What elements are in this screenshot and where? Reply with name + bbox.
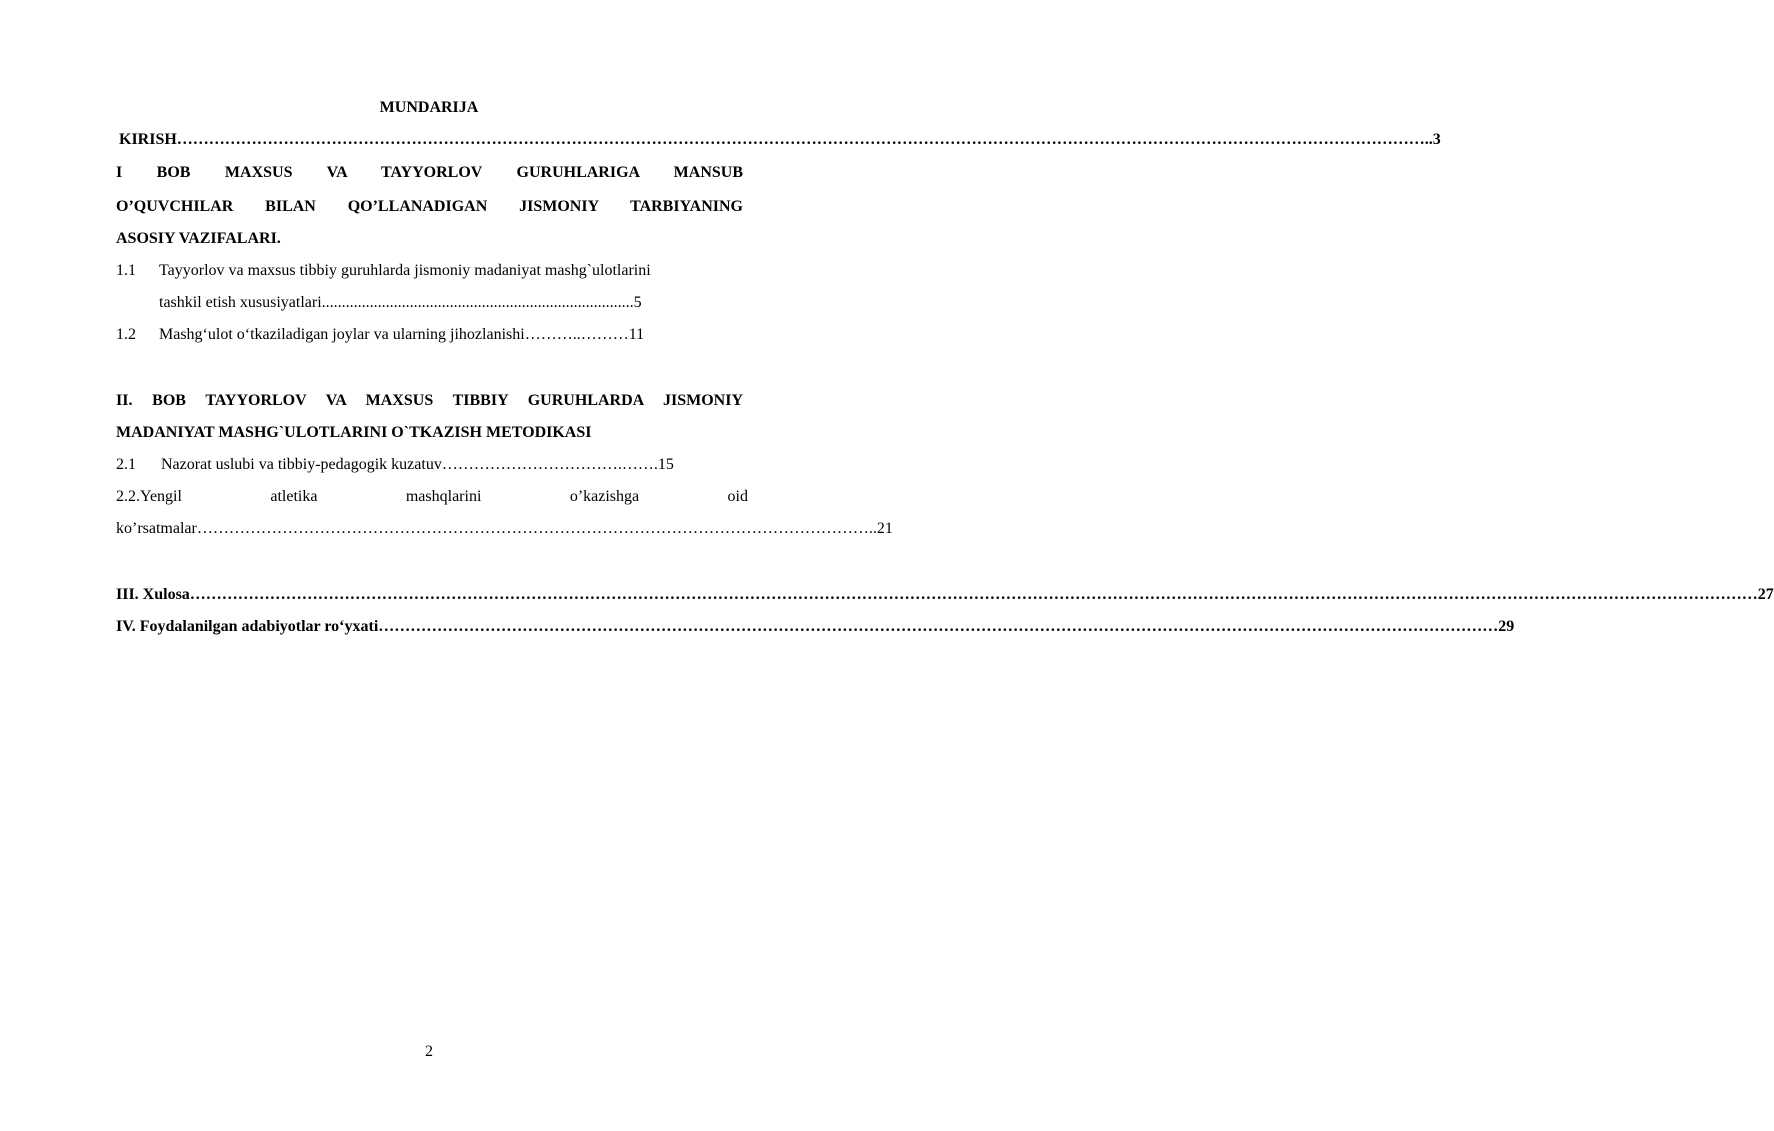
toc-item-2-2-word: 2.2.Yengil [116,488,182,505]
page-number: 2 [425,1043,433,1060]
toc-entry-kirish: KIRISH………………………………………………………………………………………………………………………………………………………………………………………………………………..3 [119,131,1441,148]
chapter2-heading-line1: II. BOB TAYYORLOV VA MAXSUS TIBBIY GURUHLARDA JISMONIY [116,392,743,409]
toc-item-2-2-word: mashqlarini [405,488,482,505]
chapter1-heading-line3: ASOSIY VAZIFALARI. [116,230,281,247]
toc-item-1-1-number: 1.1 [116,262,136,279]
toc-item-2-1-text: Nazorat uslubi va tibbiy-pedagogik kuzatuv…………………………….…….15 [161,456,674,473]
toc-item-2-1-number: 2.1 [116,456,136,473]
toc-item-1-1-line2: tashkil etish xususiyatlari..............................................................................5 [159,294,642,311]
chapter1-heading-line1: I BOB MAXSUS VA TAYYORLOV GURUHLARIGA MANSUB [116,164,743,181]
toc-item-2-2-word: o’kazishga [569,488,640,505]
toc-entry-adabiyotlar: IV. Foydalanilgan adabiyotlar ro‘yxati…………………………………………………………………………………………………………………………………………………………………………………………29 [116,618,1515,635]
toc-item-2-2-line2: ko’rsatmalar………………………………………………………………………………………………………………..21 [116,520,893,537]
chapter2-heading-line2: MADANIYAT MASHG`ULOTLARINI O`TKAZISH METODIKASI [116,424,592,441]
toc-title: MUNDARIJA [379,99,479,116]
toc-item-1-2-text: Mashg‘ulot o‘tkaziladigan joylar va ularning jihozlanishi………..………11 [159,326,645,343]
toc-item-2-2-word: atletika [270,488,318,505]
toc-item-2-2-line1 [116,487,748,507]
toc-item-1-2-number: 1.2 [116,326,136,343]
toc-item-2-2-word: oid [727,488,748,505]
chapter1-heading-line2: O’QUVCHILAR BILAN QO’LLANADIGAN JISMONIY TARBIYANING [116,198,743,215]
toc-item-1-1-line1: Tayyorlov va maxsus tibbiy guruhlarda jismoniy madaniyat mashg`ulotlarini [159,262,651,279]
toc-entry-xulosa: III. Xulosa……………………………………………………………………………………………………………………………………………………………………………………………………………………………………………………………………27 [116,586,1774,603]
